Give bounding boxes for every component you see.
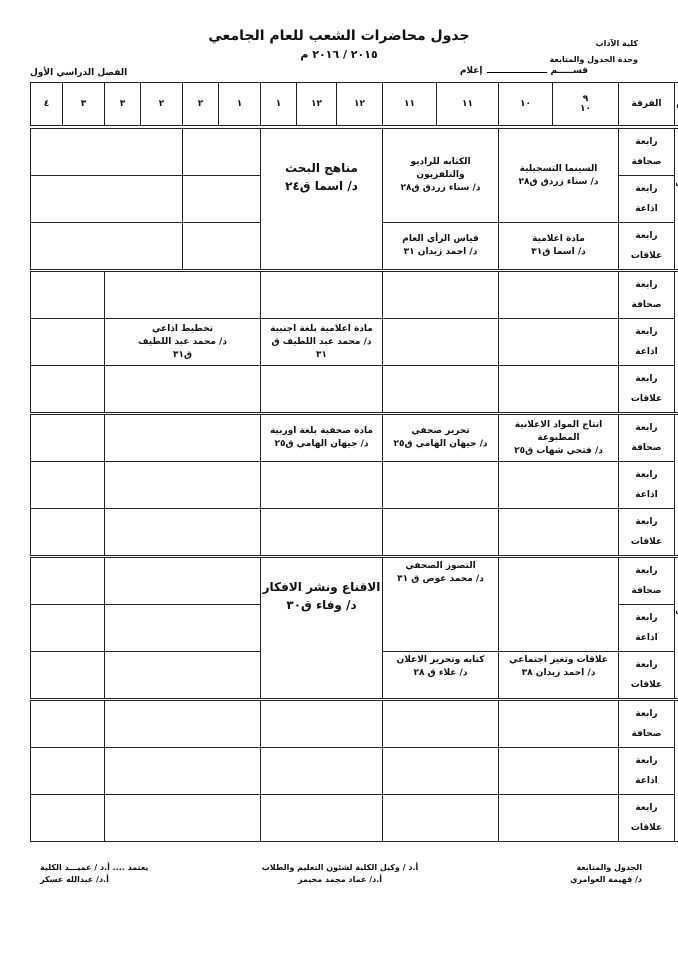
group-cell: رابعة علاقات — [619, 366, 675, 414]
empty-cell — [31, 700, 105, 748]
empty-cell — [383, 462, 499, 509]
table-row — [31, 795, 678, 842]
lecture-text: علاقات وتغير اجتماعي د/ احمد زيدان ٣٨ — [509, 655, 608, 678]
lecture-text: تحرير صحفي د/ جيهان الهامي ق٢٥ — [393, 426, 488, 449]
day-cell-tuesday — [675, 414, 678, 557]
empty-cell — [105, 509, 261, 557]
day-cell-wednesday — [675, 557, 678, 700]
lecture-cell — [261, 127, 383, 271]
lecture-cell — [499, 652, 619, 700]
lecture-cell — [261, 557, 383, 700]
lecture-text: مادة اعلامية د/ اسما ق٣١ — [531, 234, 586, 257]
empty-cell — [499, 557, 619, 652]
group-cell: رابعة صحافة — [619, 127, 675, 176]
empty-cell — [499, 319, 619, 366]
lecture-cell — [383, 652, 499, 700]
schedule-table — [30, 82, 678, 842]
group-cell: رابعة صحافة — [619, 271, 675, 319]
lecture-cell — [261, 414, 383, 462]
group-cell: رابعة اذاعة — [619, 605, 675, 652]
group-cell: رابعة صحافة — [619, 557, 675, 605]
lecture-cell — [383, 557, 499, 652]
slot-header: ٩ ١٠ — [553, 83, 619, 128]
group-cell: رابعة اذاعة — [619, 748, 675, 795]
lecture-text: مادة اعلامية بلغة اجنبية د/ محمد عبد اللطيف ق ٣١ — [270, 323, 373, 360]
empty-cell — [31, 271, 105, 319]
empty-cell — [31, 319, 105, 366]
department-underline — [487, 72, 547, 73]
lecture-text: كتابه وتحرير الاعلان د/ علاء ق ٢٨ — [396, 655, 485, 678]
group-cell: رابعة اذاعة — [619, 462, 675, 509]
empty-cell — [261, 509, 383, 557]
group-cell: رابعة علاقات — [619, 795, 675, 842]
slot-header: ٢ — [183, 83, 219, 128]
empty-cell — [383, 509, 499, 557]
empty-cell — [499, 509, 619, 557]
footer-schedule-unit: الجدول والمتابعة د/ فهيمة العوامري — [570, 863, 642, 884]
empty-cell — [31, 557, 105, 605]
slot-header: ١١ — [437, 83, 499, 128]
lecture-text: الكتابه للراديو والتلفزيون د/ سناء زردق ق٢٨ — [400, 157, 481, 193]
empty-cell — [105, 462, 261, 509]
empty-cell — [105, 366, 261, 414]
lecture-cell — [105, 319, 261, 366]
group-cell: رابعة علاقات — [619, 652, 675, 700]
empty-cell — [499, 795, 619, 842]
lecture-cell — [383, 223, 499, 271]
empty-cell — [499, 700, 619, 748]
table-row — [31, 319, 678, 366]
empty-cell — [31, 223, 183, 271]
empty-cell — [31, 176, 183, 223]
day-header — [675, 83, 678, 128]
faculty-name: كلية الآداب — [595, 39, 638, 48]
empty-cell — [105, 605, 261, 652]
table-row — [31, 462, 678, 509]
empty-cell — [383, 366, 499, 414]
lecture-cell — [261, 319, 383, 366]
day-cell-thursday — [675, 700, 678, 842]
empty-cell — [261, 748, 383, 795]
empty-cell — [499, 748, 619, 795]
table-row — [31, 509, 678, 557]
empty-cell — [383, 700, 499, 748]
empty-cell — [105, 748, 261, 795]
department-name: إعلام — [459, 66, 483, 76]
lecture-cell — [499, 414, 619, 462]
table-row — [31, 414, 678, 462]
lecture-text: انتاج المواد الاعلانية المطبوعة د/ فتحي شهاب ق٢٥ — [514, 419, 603, 456]
lecture-text: التصور الصحفي د/ محمد عوض ق ٣١ — [397, 561, 484, 584]
department-label: قســـــم — [550, 66, 588, 76]
empty-cell — [499, 271, 619, 319]
semester-label: الفصل الدراسي الأول — [30, 68, 128, 78]
table-row — [31, 271, 678, 319]
lecture-text: مناهج البحث د/ اسما ق٢٤ — [285, 161, 358, 193]
empty-cell — [383, 795, 499, 842]
slot-header: ٢ — [141, 83, 183, 128]
empty-cell — [183, 176, 261, 223]
empty-cell — [31, 748, 105, 795]
page-title: جدول محاضرات الشعب للعام الجامعي — [208, 28, 470, 44]
slot-header: ٤ — [31, 83, 63, 128]
empty-cell — [261, 795, 383, 842]
lecture-cell — [383, 127, 499, 223]
group-cell: رابعة علاقات — [619, 509, 675, 557]
empty-cell — [31, 605, 105, 652]
group-cell: رابعة صحافة — [619, 414, 675, 462]
empty-cell — [261, 366, 383, 414]
group-cell: رابعة علاقات — [619, 223, 675, 271]
lecture-text: مادة صحفية بلغة اوربية د/ جيهان الهامي ق٢٥ — [269, 426, 374, 449]
empty-cell — [31, 366, 105, 414]
empty-cell — [183, 223, 261, 271]
empty-cell — [499, 462, 619, 509]
slot-header: ١ — [219, 83, 261, 128]
empty-cell — [383, 271, 499, 319]
empty-cell — [105, 652, 261, 700]
empty-cell — [499, 366, 619, 414]
footer-dean: يعتمد .... أ.د / عميـــد الكلية أ.د/ عبدالله عسكر — [40, 863, 149, 884]
empty-cell — [261, 700, 383, 748]
slot-header: ١٢ — [297, 83, 337, 128]
lecture-cell — [499, 223, 619, 271]
slot-header: ٣ — [105, 83, 141, 128]
table-row — [31, 700, 678, 748]
empty-cell — [105, 557, 261, 605]
lecture-text: السينما التسجيلية د/ سناء زردق ق٢٨ — [518, 163, 599, 187]
empty-cell — [31, 652, 105, 700]
lecture-text: تخطيط اذاعي د/ محمد عبد اللطيف ق٣١ — [138, 323, 227, 360]
empty-cell — [383, 319, 499, 366]
table-row — [31, 366, 678, 414]
slot-header: ١١ — [383, 83, 437, 128]
unit-name: وحدة الجدول والمتابعة — [549, 55, 638, 64]
empty-cell — [31, 795, 105, 842]
lecture-text: الاقناع ونشر الافكار د/ وفاء ق٣٠ — [262, 580, 381, 612]
empty-cell — [383, 748, 499, 795]
slot-header: ١٠ — [499, 83, 553, 128]
empty-cell — [31, 462, 105, 509]
table-row — [31, 557, 678, 605]
empty-cell — [183, 127, 261, 176]
empty-cell — [105, 700, 261, 748]
lecture-text: قياس الرأي العام د/ احمد زيدان ٣١ — [402, 234, 479, 257]
group-cell: رابعة صحافة — [619, 700, 675, 748]
slot-header: ٣ — [63, 83, 105, 128]
day-cell-sunday — [675, 127, 678, 271]
header-row — [31, 83, 678, 128]
lecture-cell — [383, 414, 499, 462]
table-row — [31, 748, 678, 795]
empty-cell — [31, 414, 105, 462]
empty-cell — [105, 795, 261, 842]
empty-cell — [105, 414, 261, 462]
academic-year: ٢٠١٥ / ٢٠١٦ م — [300, 48, 378, 61]
empty-cell — [261, 462, 383, 509]
footer-vice-dean: أ.د / وكيل الكلية لشئون التعليم والطلاب أ.د/ عماد محمد مخيمر — [261, 863, 419, 884]
group-cell: رابعة اذاعة — [619, 176, 675, 223]
day-cell-monday — [675, 271, 678, 414]
group-cell: رابعة اذاعة — [619, 319, 675, 366]
slot-header: ١٢ — [337, 83, 383, 128]
empty-cell — [31, 127, 183, 176]
empty-cell — [105, 271, 261, 319]
empty-cell — [31, 509, 105, 557]
group-header: الفرقة — [619, 83, 675, 128]
lecture-cell — [499, 127, 619, 223]
slot-header: ١ — [261, 83, 297, 128]
department-line — [460, 66, 588, 76]
table-row — [31, 127, 678, 176]
empty-cell — [261, 271, 383, 319]
